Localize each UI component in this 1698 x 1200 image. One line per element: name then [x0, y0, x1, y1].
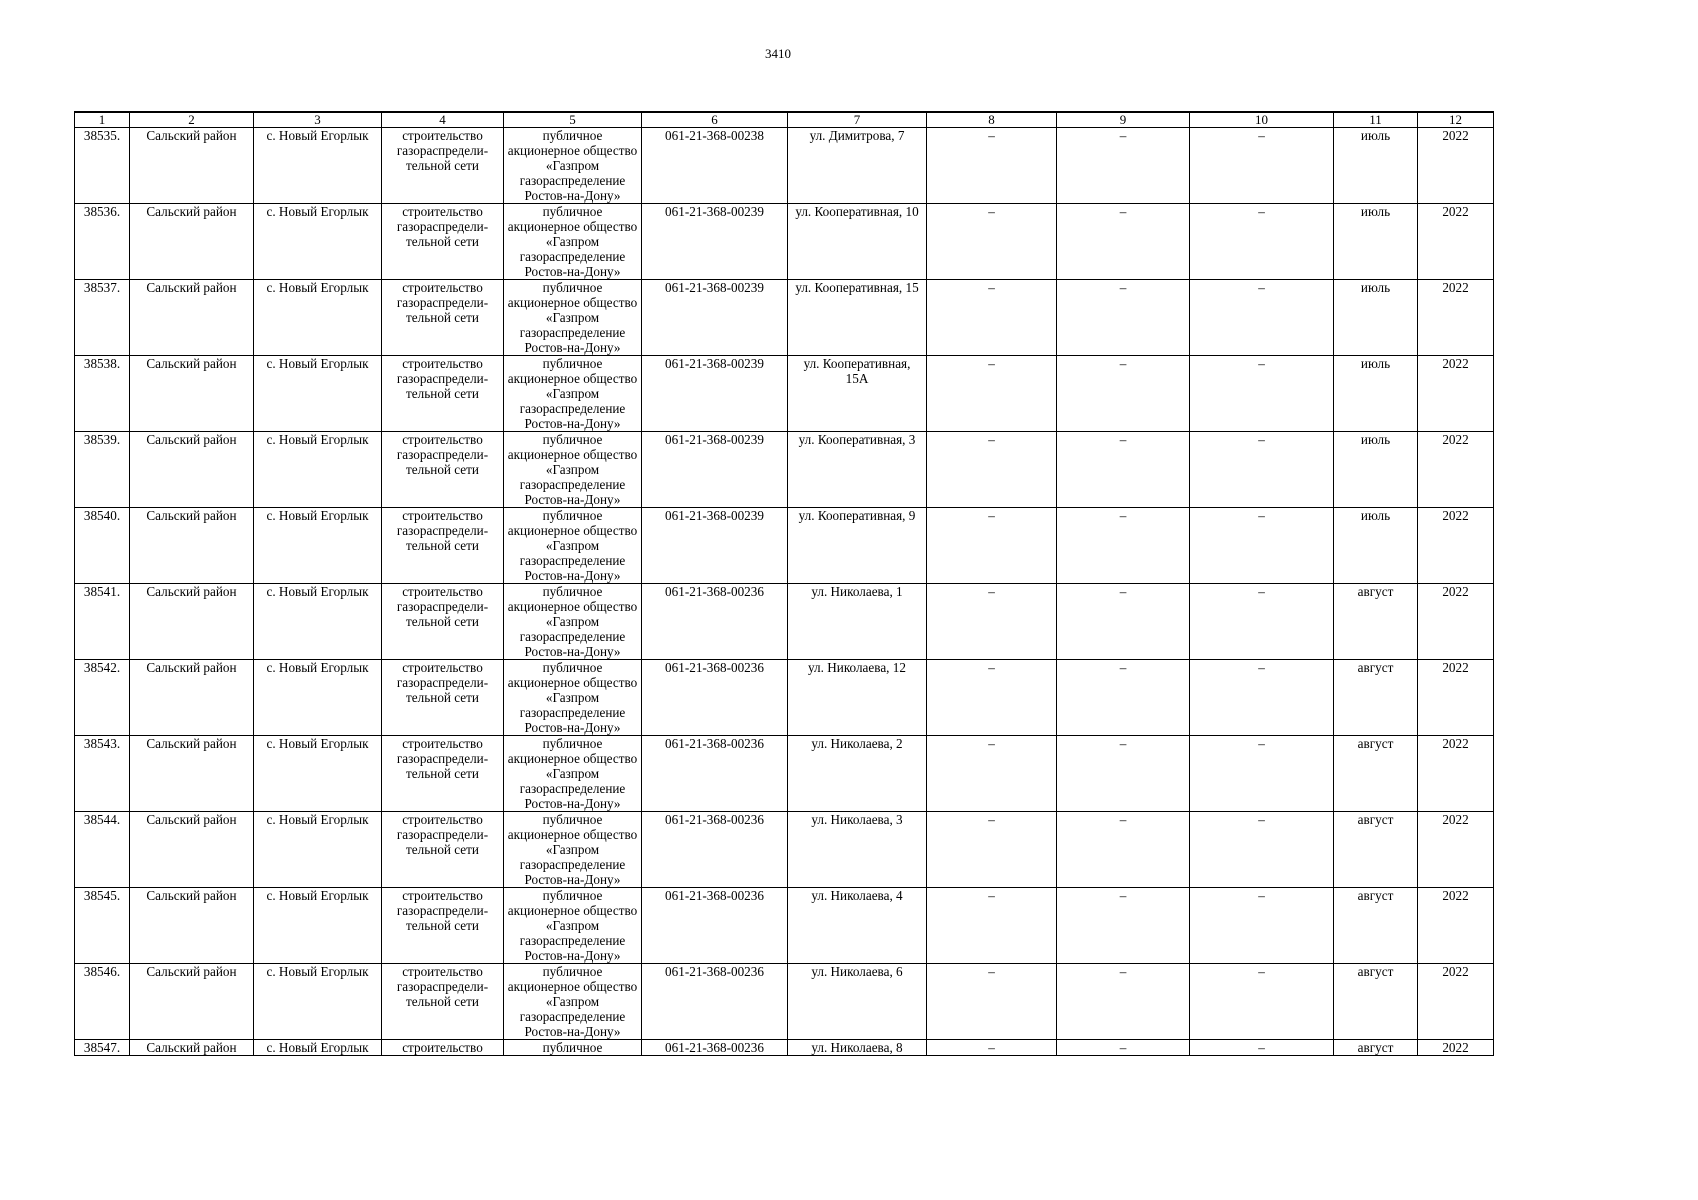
object-code-cell: 061-21-368-00239 — [642, 432, 788, 508]
column-8-cell: – — [927, 660, 1057, 736]
column-9-cell: – — [1057, 508, 1190, 584]
organization-cell: публичное акционерное общество «Газпром газораспределение Ростов-на-Дону» — [504, 432, 642, 508]
column-9-cell: – — [1057, 736, 1190, 812]
column-8-cell: – — [927, 1040, 1057, 1056]
column-10-cell: – — [1190, 888, 1334, 964]
organization-cell: публичное акционерное общество «Газпром газораспределение Ростов-на-Дону» — [504, 736, 642, 812]
work-type-cell: строительство газораспредели-тельной сети — [382, 204, 504, 280]
locality-cell: с. Новый Егорлык — [254, 888, 382, 964]
address-cell: ул. Николаева, 1 — [788, 584, 927, 660]
month-cell: август — [1334, 660, 1418, 736]
table-row — [75, 1040, 1494, 1056]
column-8-cell: – — [927, 508, 1057, 584]
object-code-cell: 061-21-368-00238 — [642, 128, 788, 204]
object-code-cell: 061-21-368-00236 — [642, 736, 788, 812]
column-10-cell: – — [1190, 128, 1334, 204]
column-number-7: 7 — [788, 112, 927, 128]
object-code-cell: 061-21-368-00239 — [642, 508, 788, 584]
address-cell: ул. Кооперативная, 10 — [788, 204, 927, 280]
district-cell: Сальский район — [130, 204, 254, 280]
row-number: 38535. — [75, 128, 130, 204]
month-cell: август — [1334, 888, 1418, 964]
work-type-cell: строительство газораспредели-тельной сети — [382, 660, 504, 736]
column-10-cell: – — [1190, 964, 1334, 1040]
column-number-12: 12 — [1418, 112, 1494, 128]
column-number-1: 1 — [75, 112, 130, 128]
month-cell: июль — [1334, 280, 1418, 356]
month-cell: август — [1334, 584, 1418, 660]
object-code-cell: 061-21-368-00239 — [642, 356, 788, 432]
column-9-cell: – — [1057, 584, 1190, 660]
table-row — [75, 660, 1494, 736]
district-cell: Сальский район — [130, 432, 254, 508]
row-number: 38536. — [75, 204, 130, 280]
object-code-cell: 061-21-368-00239 — [642, 204, 788, 280]
header-row — [75, 112, 1494, 128]
year-cell: 2022 — [1418, 280, 1494, 356]
locality-cell: с. Новый Егорлык — [254, 1040, 382, 1056]
year-cell: 2022 — [1418, 736, 1494, 812]
month-cell: июль — [1334, 128, 1418, 204]
table-row — [75, 128, 1494, 204]
address-cell: ул. Николаева, 6 — [788, 964, 927, 1040]
year-cell: 2022 — [1418, 508, 1494, 584]
column-10-cell: – — [1190, 1040, 1334, 1056]
table-row — [75, 888, 1494, 964]
work-type-cell: строительство газораспредели-тельной сети — [382, 508, 504, 584]
locality-cell: с. Новый Егорлык — [254, 128, 382, 204]
work-type-cell: строительство газораспредели-тельной сети — [382, 128, 504, 204]
locality-cell: с. Новый Егорлык — [254, 812, 382, 888]
locality-cell: с. Новый Егорлык — [254, 280, 382, 356]
organization-cell: публичное — [504, 1040, 642, 1056]
address-cell: ул. Николаева, 8 — [788, 1040, 927, 1056]
table-row — [75, 432, 1494, 508]
column-number-2: 2 — [130, 112, 254, 128]
year-cell: 2022 — [1418, 432, 1494, 508]
locality-cell: с. Новый Егорлык — [254, 964, 382, 1040]
object-code-cell: 061-21-368-00236 — [642, 660, 788, 736]
column-8-cell: – — [927, 964, 1057, 1040]
work-type-cell: строительство газораспредели-тельной сети — [382, 736, 504, 812]
column-9-cell: – — [1057, 888, 1190, 964]
month-cell: август — [1334, 1040, 1418, 1056]
table-row — [75, 280, 1494, 356]
organization-cell: публичное акционерное общество «Газпром газораспределение Ростов-на-Дону» — [504, 508, 642, 584]
column-number-4: 4 — [382, 112, 504, 128]
organization-cell: публичное акционерное общество «Газпром газораспределение Ростов-на-Дону» — [504, 204, 642, 280]
column-9-cell: – — [1057, 812, 1190, 888]
locality-cell: с. Новый Егорлык — [254, 204, 382, 280]
address-cell: ул. Николаева, 4 — [788, 888, 927, 964]
register-table — [74, 111, 1494, 1056]
column-number-8: 8 — [927, 112, 1057, 128]
work-type-cell: строительство газораспредели-тельной сети — [382, 356, 504, 432]
month-cell: июль — [1334, 204, 1418, 280]
table-row — [75, 964, 1494, 1040]
row-number: 38547. — [75, 1040, 130, 1056]
locality-cell: с. Новый Егорлык — [254, 736, 382, 812]
column-8-cell: – — [927, 584, 1057, 660]
district-cell: Сальский район — [130, 128, 254, 204]
table-row — [75, 508, 1494, 584]
row-number: 38538. — [75, 356, 130, 432]
year-cell: 2022 — [1418, 1040, 1494, 1056]
month-cell: июль — [1334, 356, 1418, 432]
address-cell: ул. Кооперативная, 15А — [788, 356, 927, 432]
column-10-cell: – — [1190, 508, 1334, 584]
address-cell: ул. Кооперативная, 9 — [788, 508, 927, 584]
column-9-cell: – — [1057, 964, 1190, 1040]
district-cell: Сальский район — [130, 280, 254, 356]
row-number: 38539. — [75, 432, 130, 508]
column-9-cell: – — [1057, 1040, 1190, 1056]
column-9-cell: – — [1057, 356, 1190, 432]
address-cell: ул. Кооперативная, 15 — [788, 280, 927, 356]
row-number: 38537. — [75, 280, 130, 356]
organization-cell: публичное акционерное общество «Газпром газораспределение Ростов-на-Дону» — [504, 888, 642, 964]
organization-cell: публичное акционерное общество «Газпром газораспределение Ростов-на-Дону» — [504, 584, 642, 660]
month-cell: август — [1334, 736, 1418, 812]
year-cell: 2022 — [1418, 128, 1494, 204]
column-number-3: 3 — [254, 112, 382, 128]
column-9-cell: – — [1057, 432, 1190, 508]
column-number-9: 9 — [1057, 112, 1190, 128]
district-cell: Сальский район — [130, 584, 254, 660]
column-number-10: 10 — [1190, 112, 1334, 128]
object-code-cell: 061-21-368-00236 — [642, 964, 788, 1040]
organization-cell: публичное акционерное общество «Газпром газораспределение Ростов-на-Дону» — [504, 660, 642, 736]
table-body — [75, 112, 1494, 1056]
year-cell: 2022 — [1418, 964, 1494, 1040]
column-8-cell: – — [927, 736, 1057, 812]
district-cell: Сальский район — [130, 356, 254, 432]
locality-cell: с. Новый Егорлык — [254, 432, 382, 508]
work-type-cell: строительство — [382, 1040, 504, 1056]
row-number: 38546. — [75, 964, 130, 1040]
work-type-cell: строительство газораспредели-тельной сети — [382, 888, 504, 964]
column-10-cell: – — [1190, 204, 1334, 280]
column-8-cell: – — [927, 280, 1057, 356]
column-number-6: 6 — [642, 112, 788, 128]
column-10-cell: – — [1190, 432, 1334, 508]
year-cell: 2022 — [1418, 660, 1494, 736]
column-10-cell: – — [1190, 356, 1334, 432]
organization-cell: публичное акционерное общество «Газпром газораспределение Ростов-на-Дону» — [504, 964, 642, 1040]
locality-cell: с. Новый Егорлык — [254, 584, 382, 660]
column-8-cell: – — [927, 432, 1057, 508]
table-row — [75, 736, 1494, 812]
object-code-cell: 061-21-368-00236 — [642, 888, 788, 964]
work-type-cell: строительство газораспредели-тельной сети — [382, 964, 504, 1040]
column-8-cell: – — [927, 204, 1057, 280]
year-cell: 2022 — [1418, 584, 1494, 660]
column-8-cell: – — [927, 128, 1057, 204]
column-8-cell: – — [927, 888, 1057, 964]
locality-cell: с. Новый Егорлык — [254, 508, 382, 584]
column-9-cell: – — [1057, 204, 1190, 280]
column-8-cell: – — [927, 812, 1057, 888]
column-10-cell: – — [1190, 584, 1334, 660]
work-type-cell: строительство газораспредели-тельной сети — [382, 584, 504, 660]
work-type-cell: строительство газораспредели-тельной сети — [382, 812, 504, 888]
month-cell: июль — [1334, 432, 1418, 508]
work-type-cell: строительство газораспредели-тельной сети — [382, 280, 504, 356]
table-row — [75, 812, 1494, 888]
organization-cell: публичное акционерное общество «Газпром газораспределение Ростов-на-Дону» — [504, 356, 642, 432]
column-8-cell: – — [927, 356, 1057, 432]
organization-cell: публичное акционерное общество «Газпром газораспределение Ростов-на-Дону» — [504, 280, 642, 356]
district-cell: Сальский район — [130, 1040, 254, 1056]
column-10-cell: – — [1190, 280, 1334, 356]
year-cell: 2022 — [1418, 204, 1494, 280]
page-number: 3410 — [765, 46, 791, 61]
table-row — [75, 584, 1494, 660]
district-cell: Сальский район — [130, 508, 254, 584]
organization-cell: публичное акционерное общество «Газпром газораспределение Ростов-на-Дону» — [504, 812, 642, 888]
object-code-cell: 061-21-368-00236 — [642, 584, 788, 660]
district-cell: Сальский район — [130, 964, 254, 1040]
row-number: 38541. — [75, 584, 130, 660]
work-type-cell: строительство газораспредели-тельной сети — [382, 432, 504, 508]
address-cell: ул. Кооперативная, 3 — [788, 432, 927, 508]
column-10-cell: – — [1190, 660, 1334, 736]
address-cell: ул. Николаева, 3 — [788, 812, 927, 888]
column-9-cell: – — [1057, 128, 1190, 204]
district-cell: Сальский район — [130, 888, 254, 964]
address-cell: ул. Николаева, 12 — [788, 660, 927, 736]
district-cell: Сальский район — [130, 812, 254, 888]
column-number-5: 5 — [504, 112, 642, 128]
object-code-cell: 061-21-368-00236 — [642, 1040, 788, 1056]
month-cell: июль — [1334, 508, 1418, 584]
column-9-cell: – — [1057, 280, 1190, 356]
object-code-cell: 061-21-368-00236 — [642, 812, 788, 888]
row-number: 38545. — [75, 888, 130, 964]
organization-cell: публичное акционерное общество «Газпром газораспределение Ростов-на-Дону» — [504, 128, 642, 204]
year-cell: 2022 — [1418, 888, 1494, 964]
month-cell: август — [1334, 964, 1418, 1040]
table-row — [75, 204, 1494, 280]
table-row — [75, 356, 1494, 432]
year-cell: 2022 — [1418, 812, 1494, 888]
row-number: 38544. — [75, 812, 130, 888]
column-10-cell: – — [1190, 812, 1334, 888]
district-cell: Сальский район — [130, 660, 254, 736]
column-10-cell: – — [1190, 736, 1334, 812]
locality-cell: с. Новый Егорлык — [254, 660, 382, 736]
row-number: 38543. — [75, 736, 130, 812]
year-cell: 2022 — [1418, 356, 1494, 432]
column-number-11: 11 — [1334, 112, 1418, 128]
column-9-cell: – — [1057, 660, 1190, 736]
address-cell: ул. Димитрова, 7 — [788, 128, 927, 204]
row-number: 38540. — [75, 508, 130, 584]
row-number: 38542. — [75, 660, 130, 736]
address-cell: ул. Николаева, 2 — [788, 736, 927, 812]
district-cell: Сальский район — [130, 736, 254, 812]
object-code-cell: 061-21-368-00239 — [642, 280, 788, 356]
locality-cell: с. Новый Егорлык — [254, 356, 382, 432]
month-cell: август — [1334, 812, 1418, 888]
